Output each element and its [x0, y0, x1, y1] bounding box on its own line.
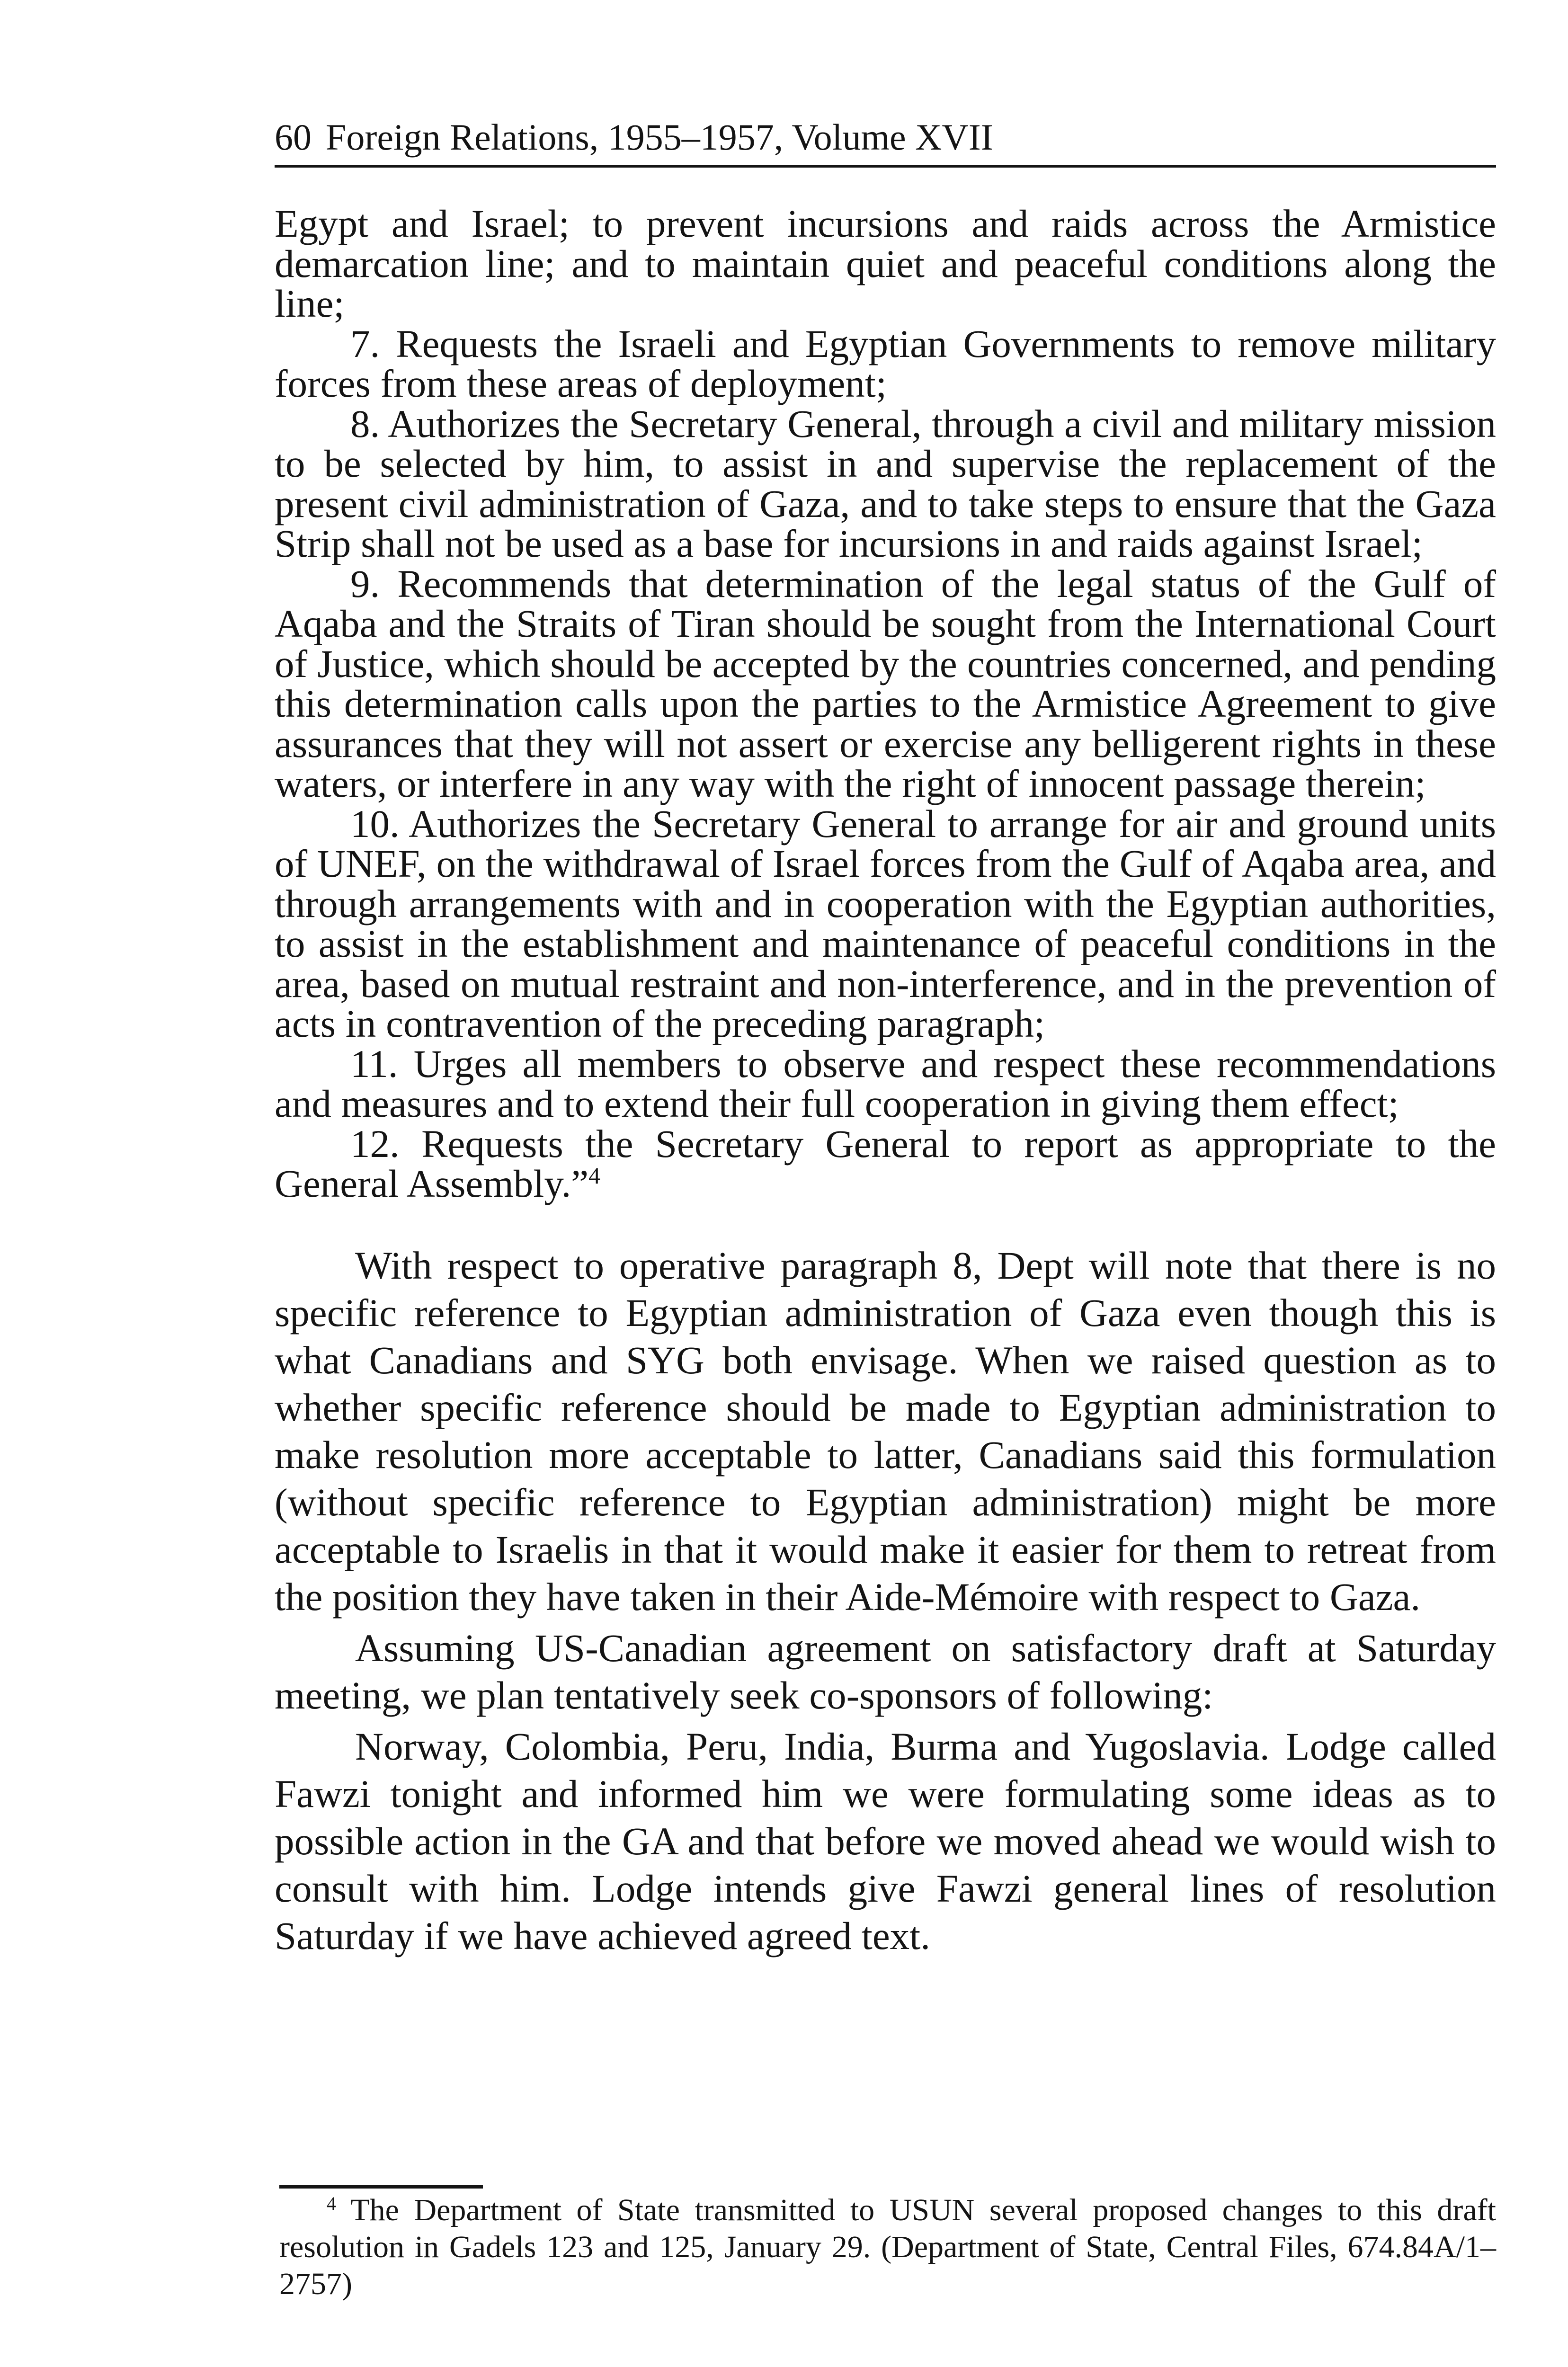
telegram-commentary [275, 1242, 1496, 1959]
footnote-marker: 4 [327, 2193, 336, 2214]
draft-resolution-text [275, 204, 1496, 1204]
resolution-paragraph-7: 7. Requests the Israeli and Egyptian Governments to remove military forces from these areas of deployment; [275, 321, 1496, 405]
resolution-paragraph-9: 9. Recommends that determination of the legal status of the Gulf of Aqaba and the Straits of Tiran should be sought from the International Court of Justice, which should be accepted by the countries concerned, and pending this determination calls upon the parties to the Armistice Agreement to give assurances that they will not assert or exercise any belligerent rights in these waters, or interfere in any way with the right of innocent passage therein; [275, 561, 1496, 805]
commentary-paragraph: Assuming US-Canadian agreement on satisfactory draft at Saturday meeting, we plan tentatively seek co-sponsors of following: [275, 1626, 1496, 1717]
page-number: 60 [275, 116, 312, 158]
running-title: Foreign Relations, 1955–1957, Volume XVII [326, 116, 993, 158]
footnote-reference-marker: 4 [588, 1162, 601, 1189]
footnote [279, 2192, 1496, 2303]
resolution-paragraph-12-text: 12. Requests the Secretary General to report as appropriate to the General Assembly.” [275, 1121, 1496, 1205]
resolution-paragraph-10: 10. Authorizes the Secretary General to arrange for air and ground units of UNEF, on the withdrawal of Israel forces from the Gulf of Aqaba area, and through arrangements with and in cooperation with the Egyptian authorities, to assist in the establishment and maintenance of peaceful conditions in the area, based on mutual restraint and non-interference, and in the prevention of acts in contravention of the preceding paragraph; [275, 801, 1496, 1045]
resolution-paragraph-12 [275, 1121, 1496, 1205]
running-header [275, 114, 1496, 168]
resolution-paragraph-8: 8. Authorizes the Secretary General, through a civil and military mission to be selected by him, to assist in and supervise the replacement of the present civil administration of Gaza, and to take steps to ensure that the Gaza Strip shall not be used as a base for incursions in and raids against Israel; [275, 401, 1496, 565]
resolution-paragraph-11: 11. Urges all members to observe and respect these recommendations and measures and to extend their full cooperation in giving them effect; [275, 1041, 1496, 1125]
main-text [275, 204, 1496, 1963]
footnote-text: The Department of State transmitted to USUN several proposed changes to this draft resolution in Gadels 123 and 125, January 29. (Department of State, Central Files, 674.84A/1–2757) [279, 2193, 1497, 2301]
footnote-divider [279, 2185, 483, 2189]
resolution-continuation: Egypt and Israel; to prevent incursions and raids across the Armistice demarcation line; and to maintain quiet and peaceful conditions along the line; [275, 202, 1496, 325]
commentary-paragraph: Norway, Colombia, Peru, India, Burma and Yugoslavia. Lodge called Fawzi tonight and informed him we were formulating some ideas as to possible action in the GA and that before we moved ahead we would wish to consult with him. Lodge intends give Fawzi general lines of resolution Saturday if we have achieved agreed text. [275, 1724, 1496, 1958]
commentary-paragraph: With respect to operative paragraph 8, Dept will note that there is no specific reference to Egyptian administration of Gaza even though this is what Canadians and SYG both envisage. When we raised question as to whether specific reference should be made to Egyptian administration to make resolution more acceptable to latter, Canadians said this formulation (without specific reference to Egyptian administration) might be more acceptable to Israelis in that it would make it easier for them to retreat from the position they have taken in their Aide-Mémoire with respect to Gaza. [275, 1243, 1496, 1619]
